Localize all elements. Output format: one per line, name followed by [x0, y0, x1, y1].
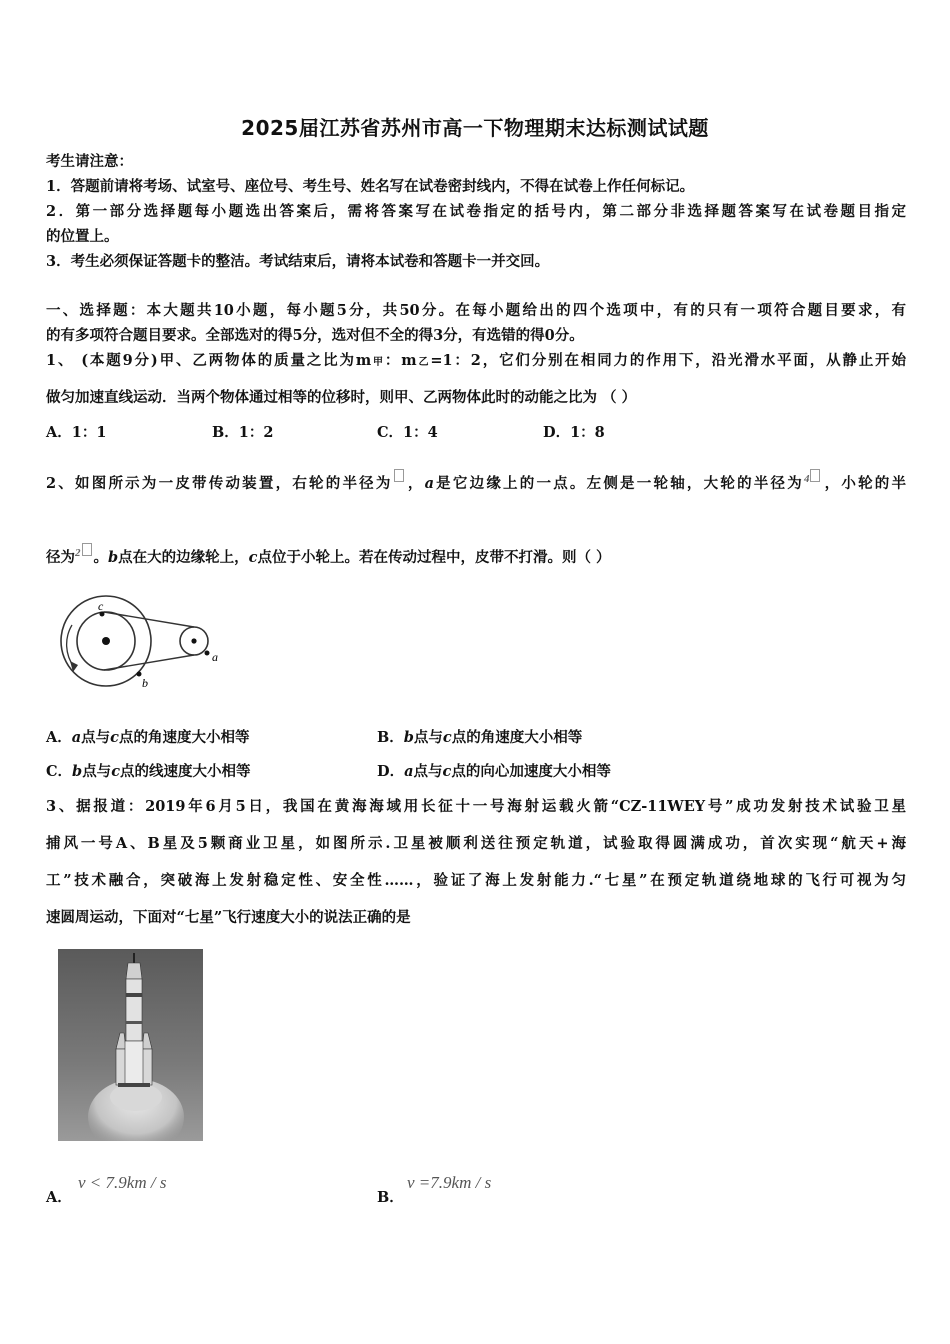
q3-option-b-formula: v =7.9km / s	[407, 1173, 492, 1192]
q3-option-a-letter[interactable]: A．	[46, 1189, 72, 1206]
belt-drive-figure	[52, 595, 227, 695]
q2-stem: 径为$^2$ 。b点在大的边缘轮上，c点位于小轮上。若在传动过程中，皮带不打滑。则（ ）	[46, 543, 906, 568]
belt-top	[104, 612, 194, 627]
q1-stem: 做匀加速直线运动．当两个物体通过相等的位移时，则甲、乙两物体此时的动能之比为 （ ）	[46, 389, 637, 406]
label-b: b	[142, 676, 148, 690]
subscript: 乙	[416, 357, 431, 368]
section-intro: 的有多项符合题目要求。全部选对的得5分，选对但不全的得3分，有选错的得0分。	[46, 327, 584, 344]
belt-bottom	[104, 655, 194, 670]
q2-option-a[interactable]: A．a点与c点的角速度大小相等	[46, 729, 250, 746]
label-a: a	[212, 650, 218, 664]
right-axle-dot	[191, 638, 196, 643]
section-intro: 一、选择题：本大题共10小题，每小题5分，共50分。在每小题给出的四个选项中，有的只有一项符合题目要求，有	[46, 302, 906, 319]
rotation-arrow	[67, 625, 74, 667]
notice-item: 3．考生必须保证答题卡的整洁。考试结束后，请将本试卷和答题卡一并交回。	[46, 253, 550, 270]
q3-stem: 速圆周运动，下面对“七星”飞行速度大小的说法正确的是	[46, 909, 411, 926]
q1-option-d[interactable]: D．1：8	[543, 424, 605, 441]
q3-option-b-letter[interactable]: B．	[377, 1189, 404, 1206]
q1-option-c[interactable]: C．1：4	[377, 424, 438, 441]
q3-stem: 3、据报道：2019年6月5日，我国在黄海海域用长征十一号海射运载火箭“CZ-11WEY号”成功发射技术试验卫星	[46, 798, 906, 815]
notice-heading: 考生请注意：	[46, 153, 133, 170]
rocket-photo	[58, 949, 203, 1141]
notice-item: 的位置上。	[46, 228, 119, 245]
notice-item: 1．答题前请将考场、试室号、座位号、考生号、姓名写在试卷密封线内，不得在试卷上作任何标记。	[46, 178, 695, 195]
q1-option-a[interactable]: A．1：1	[46, 424, 107, 441]
q2-option-d[interactable]: D．a点与c点的向心加速度大小相等	[377, 763, 611, 780]
formula-placeholder	[810, 469, 820, 482]
q1-option-b[interactable]: B．1：2	[212, 424, 274, 441]
q2-option-b[interactable]: B．b点与c点的角速度大小相等	[377, 729, 583, 746]
formula-placeholder	[82, 543, 92, 556]
point-a	[205, 651, 210, 656]
q3-stem: 工”技术融合，突破海上发射稳定性、安全性……，验证了海上发射能力.“七星”在预定轨道绕地球的飞行可视为匀	[46, 872, 906, 889]
q3-option-a-formula: v < 7.9km / s	[78, 1173, 167, 1192]
page-title: 2025届江苏省苏州市高一下物理期末达标测试试题	[241, 116, 709, 140]
subscript: 甲	[371, 357, 385, 368]
label-c: c	[98, 599, 104, 613]
q1-stem: 1、 (本题9分)甲、乙两物体的质量之比为m甲：m乙=1：2，它们分别在相同力的作用下，沿光滑水平面，从静止开始	[46, 352, 907, 369]
notice-item: 2．第一部分选择题每小题选出答案后，需将答案写在试卷指定的括号内，第二部分非选择题答案写在试卷题目指定	[46, 203, 906, 220]
q2-option-c[interactable]: C．b点与c点的线速度大小相等	[46, 763, 251, 780]
formula-placeholder	[394, 469, 404, 482]
axle-dot	[102, 637, 110, 645]
q3-stem: 捕风一号A、B星及5颗商业卫星，如图所示.卫星被顺利送往预定轨道，试验取得圆满成功，首次实现“航天+海	[46, 835, 906, 852]
q2-stem: 2、如图所示为一皮带传动装置，右轮的半径为 ，a是它边缘上的一点。左侧是一轮轴，大轮的半径为$^4$ ，小轮的半	[46, 469, 906, 494]
point-b	[137, 672, 142, 677]
